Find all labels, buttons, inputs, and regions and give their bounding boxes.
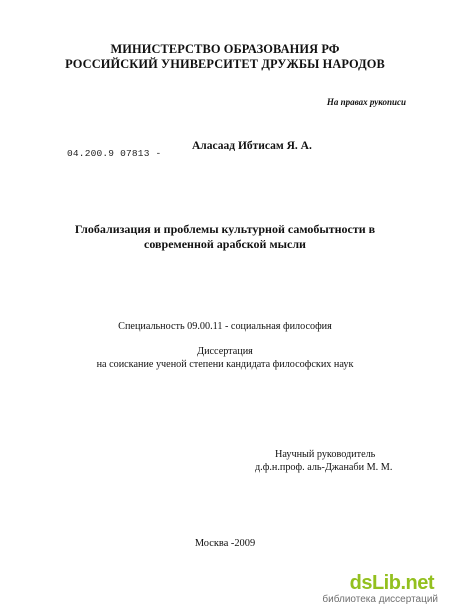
dslib-tagline: библиотека диссертаций <box>322 594 438 605</box>
dslib-logo: dsLib.net <box>349 572 434 594</box>
supervisor-name: д.ф.н.проф. аль-Джанаби М. М. <box>255 462 393 473</box>
author-name: Аласаад Ибтисам Я. А. <box>192 140 312 152</box>
supervisor-label: Научный руководитель <box>275 449 376 460</box>
thesis-title-line-2: современной арабской мысли <box>144 237 306 251</box>
degree-line: на соискание ученой степени кандидата философских наук <box>96 359 354 370</box>
ministry-header: МИНИСТЕРСТВО ОБРАЗОВАНИЯ РФ <box>110 42 340 56</box>
specialty-line: Специальность 09.00.11 - социальная философия <box>118 321 332 332</box>
rights-note: На правах рукописи <box>326 97 406 107</box>
thesis-title-line-1: Глобализация и проблемы культурной самобытности в <box>74 222 376 236</box>
city-year: Москва -2009 <box>194 538 256 549</box>
dissertation-label: Диссертация <box>197 346 253 357</box>
dslib-watermark <box>322 572 444 608</box>
registration-stamp: 04.200.9 07813 - <box>67 148 162 159</box>
university-header: РОССИЙСКИЙ УНИВЕРСИТЕТ ДРУЖБЫ НАРОДОВ <box>65 57 385 71</box>
